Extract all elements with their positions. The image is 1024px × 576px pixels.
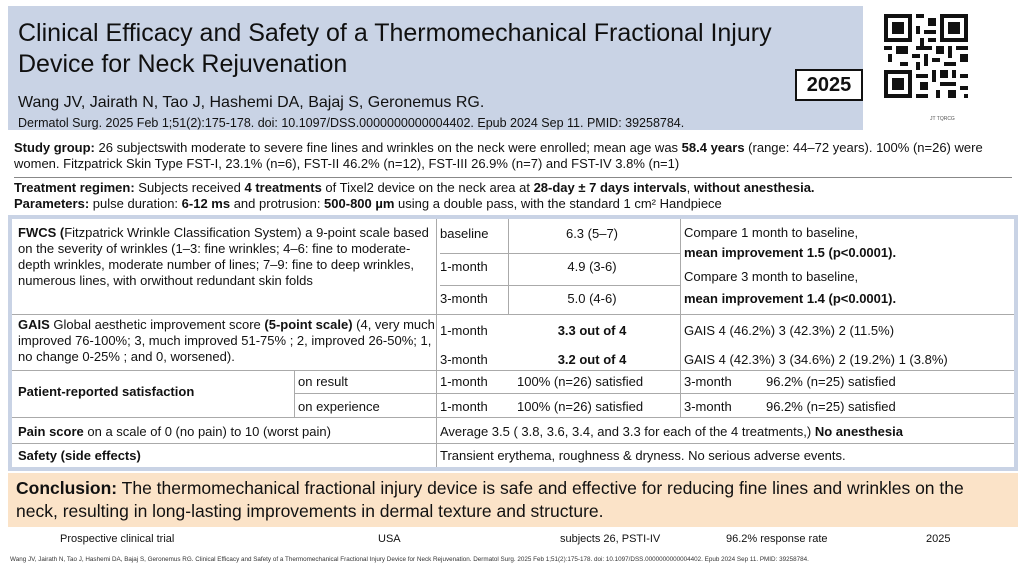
fwcs-value: 5.0 (4-6) — [567, 291, 617, 306]
gais-distribution: GAIS 4 (46.2%) 3 (42.3%) 2 (11.5%) — [684, 323, 895, 338]
gais-distribution: GAIS 4 (42.3%) 3 (34.6%) 2 (19.2%) 1 (3.8%) — [684, 352, 948, 367]
satisfaction-value: 96.2% (n=25) satisfied — [766, 399, 896, 414]
study-design: Prospective clinical trial — [60, 533, 175, 545]
authors: Wang JV, Jairath N, Tao J, Hashemi DA, Bajaj S, Geronemus RG. — [18, 94, 485, 111]
divider — [12, 443, 1014, 444]
fwcs-improvement: mean improvement 1.5 (p<0.0001). — [684, 245, 897, 260]
fwcs-description: FWCS (Fitzpatrick Wrinkle Classification System) a 9-point scale based on the severity of wrinkles (1–3: fine wrinkles; 4–6: fine to moderate-depth wrinkles, moderate number of lines; 7–9: fine to deep wrinkles, numerous lines, with orwithout redundant skin folds — [18, 225, 429, 288]
divider — [508, 219, 509, 314]
satisfaction-value: 96.2% (n=25) satisfied — [766, 374, 896, 389]
satisfaction-value: 100% (n=26) satisfied — [517, 374, 644, 389]
satisfaction-type: on result — [298, 374, 348, 389]
safety-value: Transient erythema, roughness & dryness. No serious adverse events. — [440, 448, 846, 463]
page-title: Clinical Efficacy and Safety of a Thermomechanical Fractional Injury Device for Neck Rejuvenation — [18, 19, 772, 78]
gais-description: GAIS Global aesthetic improvement score (5-point scale) (4, very much improved 76-100%; 3, much improved 51-75% ; 2, improved 26-50%; 1, no change 0-25% ; and 0, worsened). — [18, 317, 435, 364]
fwcs-time: baseline — [440, 226, 489, 241]
satisfaction-time: 1-month — [440, 374, 488, 389]
divider — [440, 285, 680, 286]
fwcs-time: 1-month — [440, 259, 488, 274]
safety-label: Safety (side effects) — [18, 448, 141, 463]
qr-caption: JT TQRCG — [930, 116, 955, 122]
fwcs-value: 6.3 (5–7) — [565, 226, 619, 241]
fwcs-compare: Compare 1 month to baseline, — [684, 225, 859, 240]
satisfaction-time: 3-month — [684, 399, 732, 414]
pain-label: Pain score on a scale of 0 (no pain) to 10 (worst pain) — [18, 424, 331, 439]
study-group: Study group: 26 subjectswith moderate to severe fine lines and wrinkles on the neck were enrolled; mean age was 58.4 years (range: 44–72 years). 100% (n=26) were women. Fitzpatrick Skin Type FST-I, 23.1% (n=6), FST-II 46.2% (n=12), FST-III 26.9% (n=7) and FST-IV 3.8% (n=1) — [14, 140, 983, 171]
citation: Dermatol Surg. 2025 Feb 1;51(2):175-178. doi: 10.1097/DSS.0000000000004402. Epub 2024 Sep 11. PMID: 39258784. — [18, 116, 685, 130]
divider — [14, 177, 1012, 178]
divider — [12, 417, 1014, 418]
divider — [680, 219, 681, 417]
subjects: subjects 26, PSTI-IV — [560, 533, 661, 545]
divider — [12, 370, 1014, 371]
satisfaction-type: on experience — [298, 399, 380, 414]
divider — [436, 219, 437, 467]
title-banner — [8, 6, 863, 130]
gais-time: 3-month — [440, 352, 488, 367]
divider — [294, 393, 1014, 394]
qr-code-icon[interactable] — [884, 14, 968, 98]
treatment-regimen: Treatment regimen: Subjects received 4 treatments of Tixel2 device on the neck area at 28-day ± 7 days intervals, without anesthesia. Parameters: pulse duration: 6-12 ms and protrusion: 500-800 µm using a double pass, with the standard 1 cm² Handpiece — [14, 180, 815, 211]
divider — [440, 253, 680, 254]
satisfaction-label: Patient-reported satisfaction — [18, 384, 195, 399]
country: USA — [378, 533, 401, 545]
gais-time: 1-month — [440, 323, 488, 338]
conclusion-box: Conclusion: The thermomechanical fractional injury device is safe and effective for reducing fine lines and wrinkles on the neck, resulting in long-lasting improvements in dermal texture and structure. — [8, 473, 1018, 527]
divider — [294, 370, 295, 417]
fwcs-value: 4.9 (3-6) — [567, 259, 617, 274]
satisfaction-value: 100% (n=26) satisfied — [517, 399, 644, 414]
response-rate: 96.2% response rate — [726, 533, 828, 545]
satisfaction-time: 3-month — [684, 374, 732, 389]
fwcs-compare: Compare 3 month to baseline, — [684, 269, 859, 284]
pain-value: Average 3.5 ( 3.8, 3.6, 3.4, and 3.3 for each of the 4 treatments,) No anesthesia — [440, 424, 903, 439]
fwcs-improvement: mean improvement 1.4 (p<0.0001). — [684, 291, 897, 306]
results-table — [8, 215, 1018, 471]
gais-score: 3.3 out of 4 — [557, 323, 627, 338]
footer-year: 2025 — [926, 533, 951, 545]
fwcs-time: 3-month — [440, 291, 488, 306]
footnote-citation: Wang JV, Jairath N, Tao J, Hashemi DA, Bajaj S, Geronemus RG. Clinical Efficacy and Safety of a Thermomechanical Fractional Injury Device for Neck Rejuvenation. Dermatol Surg. 2025 Feb 1;51(2):175-178. doi: 10.1097/DSS.0000000000004402. Epub 2024 Sep 11. PMID: 39258784. — [10, 556, 809, 563]
year-badge: 2025 — [795, 69, 863, 101]
divider — [12, 314, 1014, 315]
gais-score: 3.2 out of 4 — [557, 352, 627, 367]
satisfaction-time: 1-month — [440, 399, 488, 414]
